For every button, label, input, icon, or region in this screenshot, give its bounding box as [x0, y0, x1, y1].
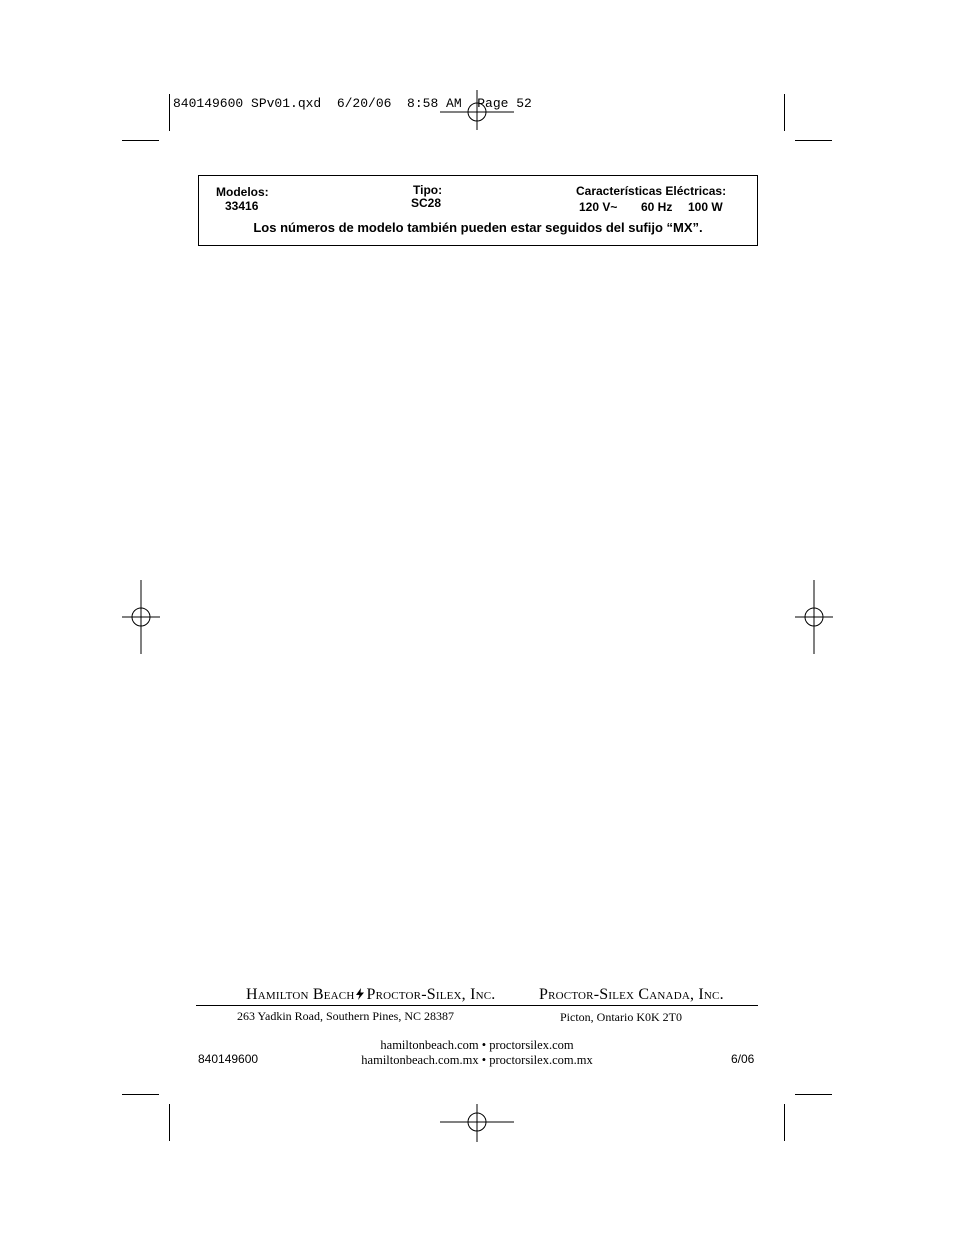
models-value: 33416 — [225, 199, 259, 213]
websites-line-1: hamiltonbeach.com • proctorsilex.com — [380, 1038, 574, 1052]
power-value: 100 W — [688, 200, 723, 214]
model-suffix-note: Los números de modelo también pueden estar seguidos del sufijo “MX”. — [253, 220, 703, 235]
electrical-label: Características Eléctricas: — [576, 184, 727, 198]
registration-mark-left — [122, 580, 160, 654]
company-us-name-part2: Proctor-Silex, Inc. — [366, 986, 496, 1003]
company-ca: Proctor-Silex Canada, Inc. — [539, 986, 724, 1003]
company-us-name-part1: Hamilton Beach — [246, 986, 355, 1003]
frequency-value: 60 Hz — [641, 200, 673, 214]
registration-mark-top — [440, 90, 514, 130]
voltage-value: 120 V~ — [579, 200, 618, 214]
websites-line-2: hamiltonbeach.com.mx • proctorsilex.com.mx — [361, 1053, 593, 1067]
footer-divider — [196, 1005, 758, 1006]
address-ca: Picton, Ontario K0K 2T0 — [560, 1010, 682, 1024]
type-label: Tipo: — [413, 183, 443, 197]
slug-line: 840149600 SPv01.qxd 6/20/06 8:58 AM Page 52 — [173, 96, 532, 111]
date-code: 6/06 — [731, 1052, 755, 1066]
specifications-box — [198, 175, 758, 246]
registration-mark-right — [795, 580, 833, 654]
part-number: 840149600 — [198, 1052, 259, 1066]
address-us: 263 Yadkin Road, Southern Pines, NC 28387 — [237, 1009, 455, 1023]
models-label: Modelos: — [216, 185, 269, 199]
company-us — [246, 986, 495, 1004]
lightning-bolt-icon — [355, 988, 365, 1000]
registration-mark-bottom — [440, 1104, 514, 1142]
type-value: SC28 — [411, 196, 442, 210]
